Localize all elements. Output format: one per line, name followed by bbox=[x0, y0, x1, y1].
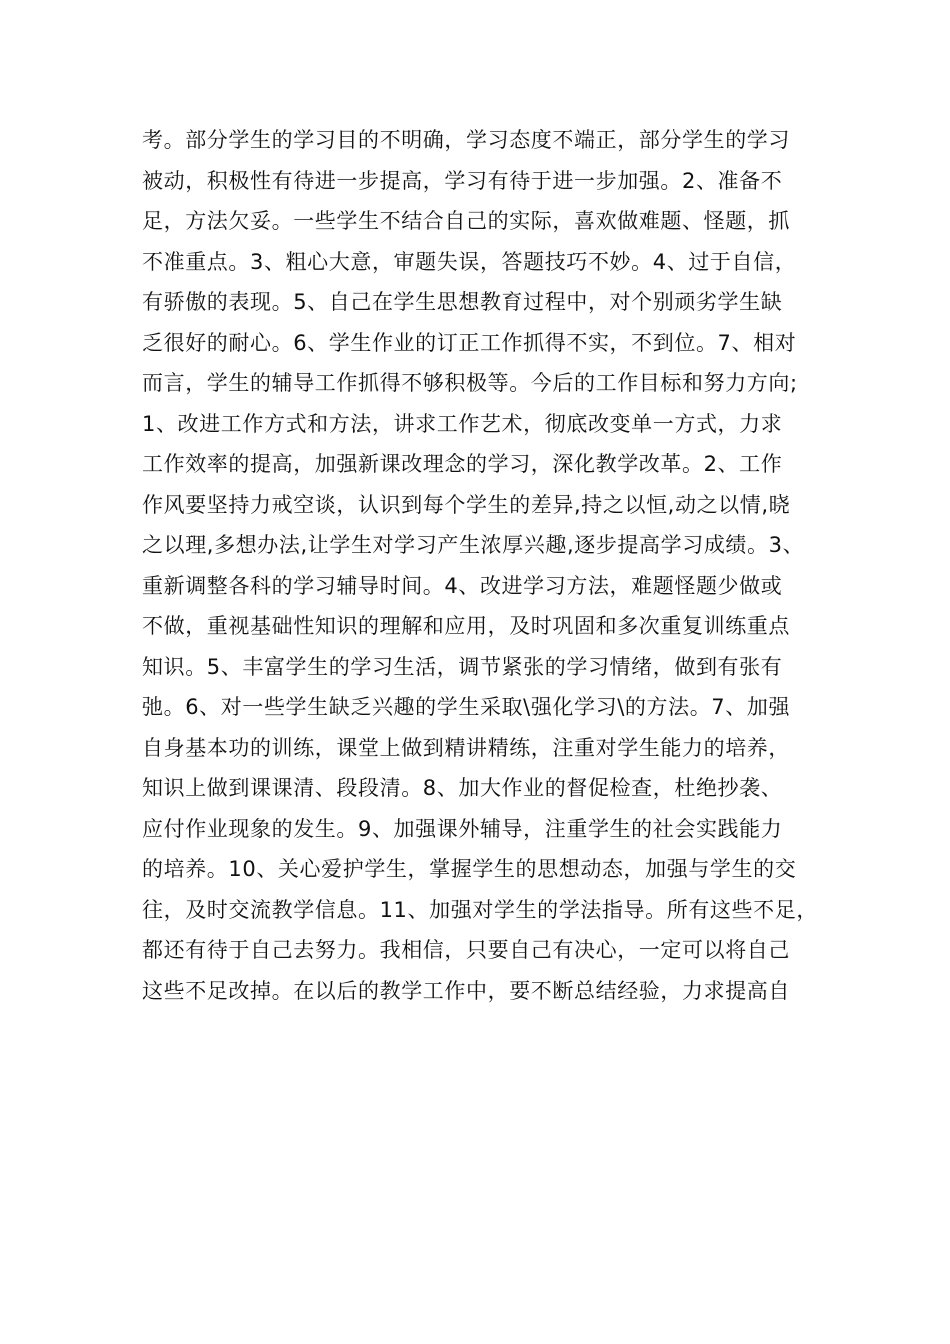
text-line: 足，方法欠妥。一些学生不结合自己的实际，喜欢做难题、怪题，抓 bbox=[142, 209, 790, 233]
text-line: 工作效率的提高，加强新课改理念的学习，深化教学改革。2、工作 bbox=[142, 452, 783, 476]
text-line: 自身基本功的训练，课堂上做到精讲精练，注重对学生能力的培养， bbox=[142, 735, 790, 760]
text-line: 不准重点。3、粗心大意，审题失误，答题技巧不妙。4、过于自信， bbox=[142, 249, 797, 274]
text-line: 乏很好的耐心。6、学生作业的订正工作抓得不实，不到位。7、相对 bbox=[142, 330, 797, 355]
text-line: 有骄傲的表现。5、自己在学生思想教育过程中，对个别顽劣学生缺 bbox=[142, 290, 783, 314]
text-line: 而言，学生的辅导工作抓得不够积极等。今后的工作目标和努力方向; bbox=[142, 371, 798, 395]
text-line: 被动，积极性有待进一步提高，学习有待于进一步加强。2、准备不 bbox=[142, 168, 783, 193]
text-line: 作风要坚持力戒空谈，认识到每个学生的差异,持之以恒,动之以情,晓 bbox=[142, 492, 791, 517]
text-line: 应付作业现象的发生。9、加强课外辅导，注重学生的社会实践能力 bbox=[142, 816, 783, 841]
body-text bbox=[142, 120, 832, 1011]
text-line: 弛。6、对一些学生缺乏兴趣的学生采取\强化学习\的方法。7、加强 bbox=[142, 695, 791, 719]
text-line: 之以理,多想办法,让学生对学习产生浓厚兴趣,逐步提高学习成绩。3、 bbox=[142, 533, 805, 557]
text-line: 这些不足改掉。在以后的教学工作中，要不断总结经验，力求提高自 bbox=[142, 978, 790, 1003]
text-line: 不做，重视基础性知识的理解和应用，及时巩固和多次重复训练重点 bbox=[142, 614, 790, 638]
text-line: 的培养。10、关心爱护学生，掌握学生的思想动态，加强与学生的交 bbox=[142, 857, 797, 881]
text-line: 重新调整各科的学习辅导时间。4、改进学习方法，难题怪题少做或 bbox=[142, 573, 783, 598]
text-line: 知识。5、丰富学生的学习生活，调节紧张的学习情绪，做到有张有 bbox=[142, 654, 783, 679]
text-line: 考。部分学生的学习目的不明确，学习态度不端正，部分学生的学习 bbox=[142, 128, 790, 152]
text-line: 都还有待于自己去努力。我相信，只要自己有决心，一定可以将自己 bbox=[142, 938, 790, 962]
text-line: 往，及时交流教学信息。11、加强对学生的学法指导。所有这些不足， bbox=[142, 897, 818, 922]
text-line: 1、改进工作方式和方法，讲求工作艺术，彻底改变单一方式，力求 bbox=[142, 411, 783, 436]
text-line: 知识上做到课课清、段段清。8、加大作业的督促检查，杜绝抄袭、 bbox=[142, 776, 783, 800]
